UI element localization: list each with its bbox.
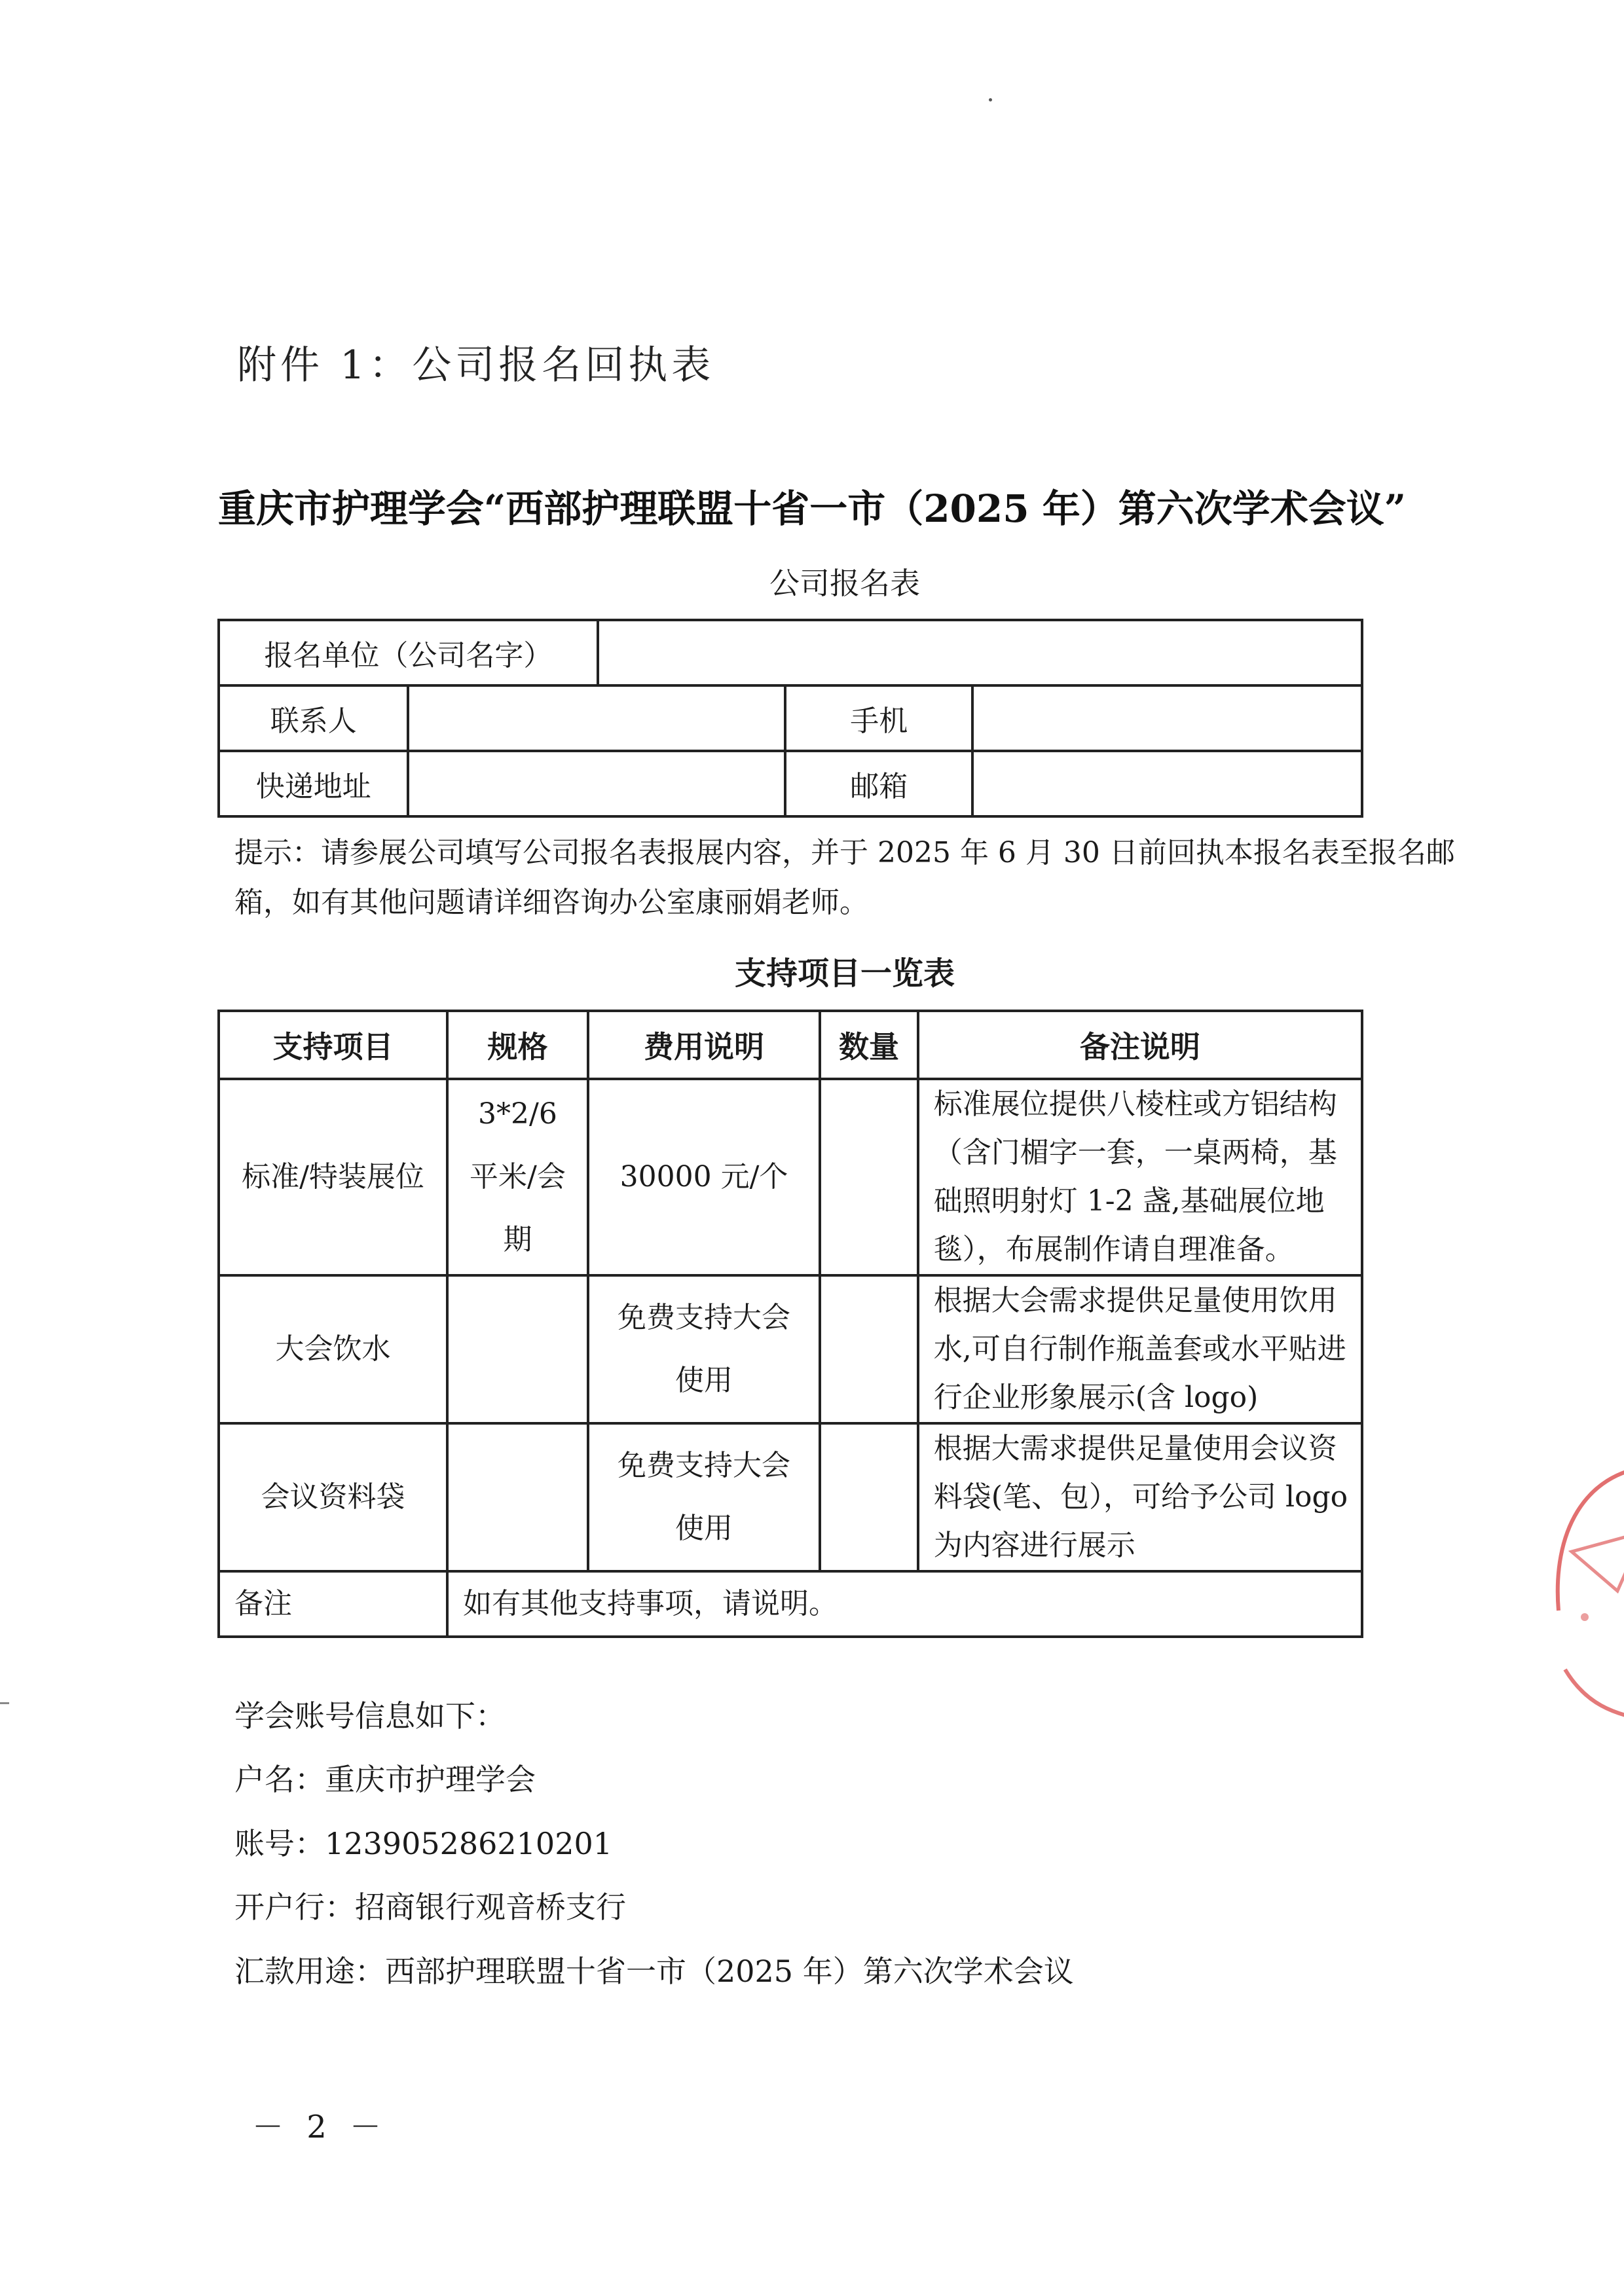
attachment-heading: 附件 1：公司报名回执表 (237, 342, 715, 388)
company-field[interactable] (598, 620, 1362, 685)
row-note: 标准展位提供八棱柱或方铝结构（含门楣字一套，一桌两椅，基础照明射灯 1-2 盏,基础展位地毯），布展制作请自理准备。 (918, 1079, 1362, 1275)
row-spec: 3*2/6 平米/会期 (447, 1079, 588, 1275)
support-header-row (219, 1011, 1362, 1079)
row-note: 根据大需求提供足量使用会议资料袋(笔、包），可给予公司 logo 为内容进行展示 (918, 1423, 1362, 1571)
scan-edge-mark (0, 1702, 9, 1704)
email-field[interactable] (972, 751, 1362, 816)
document-title: 重庆市护理学会“西部护理联盟十省一市（2025 年）第六次学术会议” (217, 486, 1407, 531)
row-item: 标准/特装展位 (219, 1079, 447, 1275)
email-label: 邮箱 (785, 751, 972, 816)
account-name: 户名：重庆市护理学会 (234, 1762, 536, 1797)
page-number: － 2 － (252, 2109, 388, 2145)
account-purpose: 汇款用途：西部护理联盟十省一市（2025 年）第六次学术会议 (234, 1954, 1074, 1989)
remark-field[interactable]: 如有其他支持事项，请说明。 (447, 1571, 1362, 1637)
row-note: 根据大会需求提供足量使用饮用水,可自行制作瓶盖套或水平贴进行企业形象展示(含 logo) (918, 1275, 1362, 1423)
support-row (219, 1079, 1362, 1275)
phone-label: 手机 (785, 685, 972, 751)
row-item: 会议资料袋 (219, 1423, 447, 1571)
row-fee: 免费支持大会使用 (588, 1275, 820, 1423)
header-qty: 数量 (820, 1011, 918, 1079)
support-row (219, 1275, 1362, 1423)
submission-tip: 提示：请参展公司填写公司报名表报展内容，并于 2025 年 6 月 30 日前回执本报名表至报名邮箱，如有其他问题请详细咨询办公室康丽娟老师。 (234, 836, 1455, 919)
row-item: 大会饮水 (219, 1275, 447, 1423)
address-label: 快递地址 (219, 751, 408, 816)
support-subtitle: 支持项目一览表 (734, 955, 955, 992)
row-qty-field[interactable] (820, 1275, 918, 1423)
registration-subtitle: 公司报名表 (769, 566, 920, 601)
remark-label: 备注 (219, 1571, 447, 1637)
row-qty-field[interactable] (820, 1423, 918, 1571)
red-seal-fragment (1545, 1453, 1624, 1820)
remark-row (219, 1571, 1362, 1637)
scan-speck (989, 98, 992, 101)
header-fee: 费用说明 (588, 1011, 820, 1079)
header-item: 支持项目 (219, 1011, 447, 1079)
support-table (217, 1010, 1363, 1638)
row-spec (447, 1423, 588, 1571)
header-note: 备注说明 (918, 1011, 1362, 1079)
phone-field[interactable] (972, 685, 1362, 751)
account-number: 账号：123905286210201 (234, 1826, 612, 1861)
account-heading: 学会账号信息如下： (234, 1698, 506, 1734)
company-label: 报名单位（公司名字） (219, 620, 598, 685)
row-fee: 免费支持大会使用 (588, 1423, 820, 1571)
registration-table (217, 619, 1363, 818)
support-row (219, 1423, 1362, 1571)
row-qty-field[interactable] (820, 1079, 918, 1275)
row-fee: 30000 元/个 (588, 1079, 820, 1275)
contact-field[interactable] (408, 685, 785, 751)
header-spec: 规格 (447, 1011, 588, 1079)
address-field[interactable] (408, 751, 785, 816)
contact-label: 联系人 (219, 685, 408, 751)
account-bank: 开户行：招商银行观音桥支行 (234, 1889, 626, 1925)
row-spec (447, 1275, 588, 1423)
